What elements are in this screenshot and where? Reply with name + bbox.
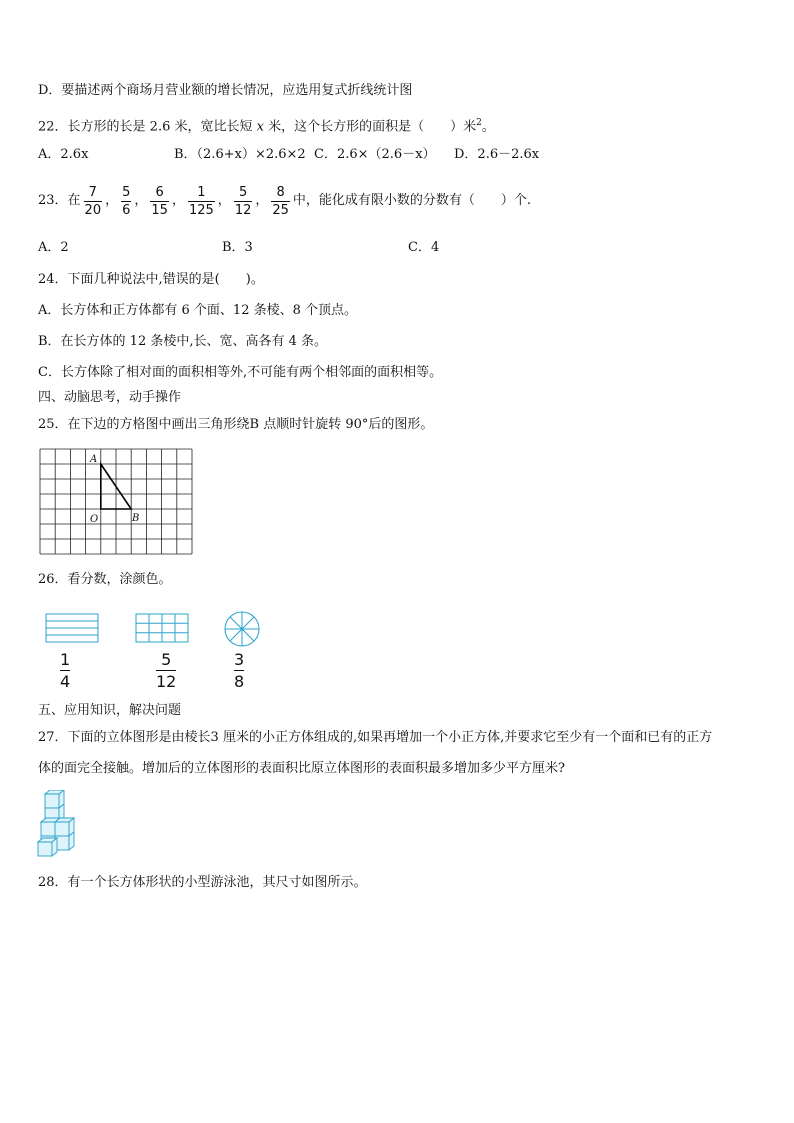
q23-fraction-2 [121, 185, 131, 218]
numerator: 7 [88, 184, 97, 200]
separator: ， [255, 193, 269, 208]
denominator: 12 [234, 202, 252, 218]
q26-fraction-3 [234, 650, 244, 691]
denominator: 12 [156, 672, 177, 691]
q22-stem [38, 115, 495, 135]
numerator: 1 [197, 184, 206, 200]
denominator: 25 [272, 202, 289, 218]
denominator: 20 [84, 202, 102, 218]
q25-grid-figure [39, 448, 193, 556]
q23-fraction-6 [271, 185, 290, 218]
q24-option-a: A．长方体和正方体都有 6 个面、12 条棱、8 个顶点。 [38, 303, 358, 318]
numerator: 5 [122, 184, 131, 200]
numerator: 6 [155, 184, 164, 200]
q23-fraction-1 [84, 185, 103, 218]
q23-option-a: A．2 [38, 240, 69, 255]
separator: ， [171, 193, 185, 208]
q21-option-d: D．要描述两个商场月营业额的增长情况，应选用复式折线统计图 [38, 83, 413, 98]
separator: ， [105, 193, 119, 208]
q22-variable-x: x [256, 119, 264, 135]
q27-cube-figure [36, 790, 76, 860]
q23-stem [38, 181, 531, 221]
q24-stem: 24．下面几种说法中,错误的是( )。 [38, 272, 264, 287]
denominator: 4 [60, 672, 71, 691]
q23-tail: 中，能化成有限小数的分数有（ ）个. [292, 193, 532, 208]
q22-option-a: A．2.6x [38, 147, 89, 162]
denominator: 8 [234, 672, 245, 691]
q28-stem: 28．有一个长方体形状的小型游泳池，其尺寸如图所示。 [38, 875, 367, 890]
q22-option-d: D．2.6－2.6x [454, 147, 540, 162]
q26-circle-eighths [223, 610, 261, 648]
q23-fraction-3 [150, 185, 169, 218]
denominator: 15 [151, 202, 168, 218]
q22-option-b: B．（2.6+x）×2.6×2 [174, 147, 306, 162]
section-4-heading: 四、动脑思考，动手操作 [38, 390, 182, 405]
separator: ， [217, 193, 231, 208]
q27-line-2: 体的面完全接触。增加后的立体图形的表面积比原立体图形的表面积最多增加多少平方厘米? [38, 761, 565, 776]
label-a: A [90, 454, 98, 465]
q26-rectangle-quarters [45, 613, 99, 643]
q24-option-c: C．长方体除了相对面的面积相等外,不可能有两个相邻面的面积相等。 [38, 365, 443, 380]
numerator: 1 [60, 650, 71, 669]
denominator: 125 [188, 202, 214, 218]
q22-stem-c: 。 [481, 119, 495, 135]
q23-option-c: C．4 [408, 240, 440, 255]
q25-stem: 25．在下边的方格图中画出三角形绕B 点顺时针旋转 90°后的图形。 [38, 417, 434, 432]
q24-option-b: B．在长方体的 12 条棱中,长、宽、高各有 4 条。 [38, 334, 328, 349]
q26-rectangle-twelfths [135, 613, 189, 643]
q26-stem: 26．看分数，涂颜色。 [38, 572, 172, 587]
q22-superscript: 2 [476, 118, 482, 128]
numerator: 3 [234, 650, 245, 669]
q23-lead: 23．在 [38, 193, 81, 208]
label-o: O [90, 514, 99, 525]
numerator: 5 [161, 650, 172, 669]
label-b: B [132, 513, 140, 524]
section-5-heading: 五、应用知识，解决问题 [38, 703, 182, 718]
numerator: 8 [276, 184, 285, 200]
numerator: 5 [238, 184, 248, 200]
q23-fraction-4 [188, 185, 215, 218]
q23-fraction-5 [234, 185, 253, 218]
q22-stem-a: 22．长方形的长是 2.6 米，宽比长短 [38, 119, 253, 135]
q22-option-c: C．2.6×（2.6－x） [314, 147, 436, 162]
denominator: 6 [122, 202, 131, 218]
q26-fraction-1 [60, 650, 70, 691]
q23-option-b: B．3 [222, 240, 253, 255]
q27-line-1: 27．下面的立体图形是由棱长3 厘米的小正方体组成的,如果再增加一个小正方体,并要求它至少有一个面和已有的正方 [38, 730, 713, 745]
q22-stem-b: 米，这个长方形的面积是（ ）米 [268, 119, 477, 135]
grid-lines [40, 449, 192, 554]
q26-fraction-2 [156, 650, 176, 691]
separator: ， [134, 193, 148, 208]
